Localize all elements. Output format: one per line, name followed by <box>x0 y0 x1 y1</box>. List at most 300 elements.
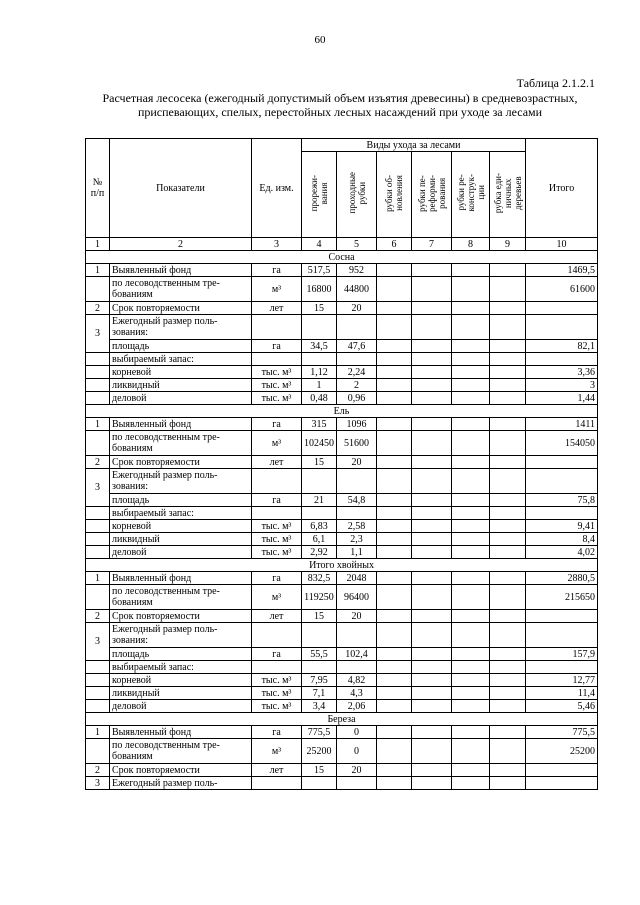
row-number <box>86 520 110 533</box>
row-total: 61600 <box>526 277 598 302</box>
row-value <box>377 623 412 648</box>
section-header-row <box>86 251 598 264</box>
row-value <box>452 661 490 674</box>
row-value <box>412 520 452 533</box>
header-unit: Ед. изм. <box>252 139 302 238</box>
row-value <box>412 469 452 494</box>
row-value <box>490 302 526 315</box>
section-title: Ель <box>86 405 598 418</box>
row-total: 3 <box>526 379 598 392</box>
col-number: 4 <box>302 238 337 251</box>
row-indicator: Срок повторяемости <box>110 610 252 623</box>
row-value <box>337 315 377 340</box>
row-indicator: площадь <box>110 648 252 661</box>
row-number: 1 <box>86 418 110 431</box>
row-value <box>412 264 452 277</box>
row-total <box>526 507 598 520</box>
table-row <box>86 687 598 700</box>
row-value <box>452 469 490 494</box>
table-row <box>86 739 598 764</box>
row-number <box>86 585 110 610</box>
row-value: 2,3 <box>337 533 377 546</box>
table-row <box>86 610 598 623</box>
row-indicator: площадь <box>110 494 252 507</box>
table-row <box>86 585 598 610</box>
row-total: 12,77 <box>526 674 598 687</box>
row-indicator: выбираемый запас: <box>110 507 252 520</box>
row-value <box>490 585 526 610</box>
row-value <box>412 726 452 739</box>
row-value <box>337 661 377 674</box>
row-value <box>412 533 452 546</box>
row-total: 9,41 <box>526 520 598 533</box>
row-value <box>452 610 490 623</box>
row-value <box>490 687 526 700</box>
row-value <box>377 661 412 674</box>
row-value: 7,95 <box>302 674 337 687</box>
row-value <box>490 572 526 585</box>
row-value: 775,5 <box>302 726 337 739</box>
row-value <box>452 340 490 353</box>
row-total: 3,36 <box>526 366 598 379</box>
row-value <box>302 777 337 790</box>
row-indicator: ликвидный <box>110 533 252 546</box>
row-value: 15 <box>302 456 337 469</box>
row-number <box>86 431 110 456</box>
row-total <box>526 661 598 674</box>
row-total: 1469,5 <box>526 264 598 277</box>
row-indicator: Ежегодный размер поль-зования: <box>110 469 252 494</box>
row-unit: м³ <box>252 431 302 456</box>
row-value <box>302 315 337 340</box>
row-value <box>337 507 377 520</box>
row-value <box>412 494 452 507</box>
row-unit: лет <box>252 302 302 315</box>
row-value: 0 <box>337 739 377 764</box>
row-value: 1 <box>302 379 337 392</box>
header-type: прорежи- вания <box>309 174 329 212</box>
row-value <box>337 777 377 790</box>
row-value <box>337 353 377 366</box>
row-total: 8,4 <box>526 533 598 546</box>
row-value <box>490 366 526 379</box>
table-row <box>86 392 598 405</box>
row-value <box>377 610 412 623</box>
header-care-types: Виды ухода за лесами <box>302 139 526 152</box>
row-total: 1411 <box>526 418 598 431</box>
row-total <box>526 623 598 648</box>
row-indicator: выбираемый запас: <box>110 661 252 674</box>
row-value <box>377 739 412 764</box>
row-value <box>452 623 490 648</box>
row-value <box>490 726 526 739</box>
row-total <box>526 777 598 790</box>
row-number <box>86 379 110 392</box>
row-value <box>377 726 412 739</box>
table-row <box>86 418 598 431</box>
row-value <box>490 264 526 277</box>
row-value <box>452 726 490 739</box>
row-indicator: ликвидный <box>110 687 252 700</box>
row-value: 315 <box>302 418 337 431</box>
row-value <box>377 392 412 405</box>
row-indicator: выбираемый запас: <box>110 353 252 366</box>
row-value <box>490 777 526 790</box>
row-number: 1 <box>86 264 110 277</box>
row-number <box>86 739 110 764</box>
row-number: 3 <box>86 623 110 661</box>
header-total: Итого <box>526 139 598 238</box>
table-row <box>86 674 598 687</box>
row-value: 2048 <box>337 572 377 585</box>
row-unit <box>252 469 302 494</box>
col-number: 3 <box>252 238 302 251</box>
row-value <box>412 546 452 559</box>
row-value <box>412 687 452 700</box>
row-total: 775,5 <box>526 726 598 739</box>
row-value <box>490 610 526 623</box>
table-row <box>86 572 598 585</box>
row-unit: лет <box>252 764 302 777</box>
row-value <box>337 623 377 648</box>
row-value <box>490 340 526 353</box>
row-value: 15 <box>302 610 337 623</box>
row-unit: тыс. м³ <box>252 392 302 405</box>
row-value: 0,96 <box>337 392 377 405</box>
row-value <box>490 507 526 520</box>
row-value <box>452 585 490 610</box>
row-value <box>412 315 452 340</box>
row-value <box>452 520 490 533</box>
row-value <box>302 469 337 494</box>
row-value: 20 <box>337 610 377 623</box>
table-caption: Расчетная лесосека (ежегодный допустимый объем изъятия древесины) в средневозрастных, приспевающих, спелых, перестойных лесных насаждений при уходе за лесами <box>102 91 578 119</box>
table-row <box>86 315 598 340</box>
row-indicator: Выявленный фонд <box>110 418 252 431</box>
row-value <box>412 340 452 353</box>
row-value <box>412 674 452 687</box>
row-unit: га <box>252 264 302 277</box>
row-value <box>377 379 412 392</box>
header-type: рубка еди- ничных деревьев <box>492 172 523 214</box>
table-row <box>86 726 598 739</box>
row-value <box>490 494 526 507</box>
row-value <box>452 379 490 392</box>
row-value <box>377 456 412 469</box>
row-value <box>412 661 452 674</box>
row-value <box>452 739 490 764</box>
row-value <box>412 379 452 392</box>
table-row <box>86 700 598 713</box>
row-value: 2,06 <box>337 700 377 713</box>
row-indicator: Ежегодный размер поль- <box>110 777 252 790</box>
row-value: 0,48 <box>302 392 337 405</box>
row-total: 215650 <box>526 585 598 610</box>
row-value <box>377 302 412 315</box>
row-total <box>526 315 598 340</box>
row-value: 0 <box>337 726 377 739</box>
row-unit: тыс. м³ <box>252 366 302 379</box>
row-number <box>86 687 110 700</box>
row-unit: тыс. м³ <box>252 520 302 533</box>
row-value <box>302 661 337 674</box>
row-value <box>412 764 452 777</box>
row-indicator: по лесоводственным тре-бованиям <box>110 585 252 610</box>
row-value <box>377 418 412 431</box>
row-value <box>377 674 412 687</box>
table-row <box>86 777 598 790</box>
row-unit <box>252 661 302 674</box>
row-value: 1,12 <box>302 366 337 379</box>
row-value <box>377 520 412 533</box>
row-value <box>452 418 490 431</box>
row-value: 102,4 <box>337 648 377 661</box>
row-value: 517,5 <box>302 264 337 277</box>
row-value <box>412 700 452 713</box>
row-indicator: корневой <box>110 674 252 687</box>
row-number: 3 <box>86 315 110 353</box>
row-value <box>490 353 526 366</box>
row-value: 34,5 <box>302 340 337 353</box>
row-indicator: деловой <box>110 392 252 405</box>
row-total: 1,44 <box>526 392 598 405</box>
row-value <box>377 507 412 520</box>
row-value <box>412 366 452 379</box>
header-indicator: Показатели <box>110 139 252 238</box>
column-number-row <box>86 238 598 251</box>
row-unit <box>252 315 302 340</box>
table-row <box>86 277 598 302</box>
row-value <box>377 546 412 559</box>
row-value: 2,92 <box>302 546 337 559</box>
row-indicator: Выявленный фонд <box>110 572 252 585</box>
row-indicator: по лесоводственным тре-бованиям <box>110 431 252 456</box>
row-value <box>377 340 412 353</box>
row-number <box>86 533 110 546</box>
row-value <box>337 469 377 494</box>
section-title: Сосна <box>86 251 598 264</box>
row-value: 2 <box>337 379 377 392</box>
row-value: 20 <box>337 764 377 777</box>
row-value: 20 <box>337 456 377 469</box>
row-value <box>302 507 337 520</box>
row-value <box>377 315 412 340</box>
row-value: 119250 <box>302 585 337 610</box>
row-value <box>490 764 526 777</box>
row-number: 2 <box>86 302 110 315</box>
table-row <box>86 340 598 353</box>
row-unit: тыс. м³ <box>252 687 302 700</box>
row-value <box>452 777 490 790</box>
row-number: 2 <box>86 456 110 469</box>
row-total: 11,4 <box>526 687 598 700</box>
row-number: 3 <box>86 469 110 507</box>
row-value <box>452 264 490 277</box>
logging-table <box>85 138 598 790</box>
row-number: 2 <box>86 764 110 777</box>
row-value <box>302 623 337 648</box>
row-value: 102450 <box>302 431 337 456</box>
row-unit: га <box>252 572 302 585</box>
row-value <box>490 418 526 431</box>
row-value <box>412 418 452 431</box>
row-indicator: Ежегодный размер поль-зования: <box>110 623 252 648</box>
row-number <box>86 674 110 687</box>
row-number <box>86 546 110 559</box>
row-value <box>490 456 526 469</box>
row-value <box>490 623 526 648</box>
row-number: 1 <box>86 726 110 739</box>
section-title: Итого хвойных <box>86 559 598 572</box>
row-value <box>377 585 412 610</box>
row-value: 1,1 <box>337 546 377 559</box>
row-total <box>526 302 598 315</box>
row-unit: тыс. м³ <box>252 379 302 392</box>
row-value <box>452 546 490 559</box>
row-total: 154050 <box>526 431 598 456</box>
table-row <box>86 469 598 494</box>
row-value: 2,24 <box>337 366 377 379</box>
row-value: 4,3 <box>337 687 377 700</box>
row-unit <box>252 623 302 648</box>
row-number <box>86 366 110 379</box>
row-value <box>377 777 412 790</box>
row-value: 16800 <box>302 277 337 302</box>
row-value <box>412 572 452 585</box>
row-unit: лет <box>252 456 302 469</box>
row-value <box>452 366 490 379</box>
table-row <box>86 366 598 379</box>
row-value: 2,58 <box>337 520 377 533</box>
row-value <box>377 366 412 379</box>
table-row <box>86 764 598 777</box>
row-value: 6,83 <box>302 520 337 533</box>
row-value <box>490 661 526 674</box>
row-indicator: деловой <box>110 546 252 559</box>
row-value: 15 <box>302 764 337 777</box>
row-value <box>412 392 452 405</box>
section-title: Береза <box>86 713 598 726</box>
row-indicator: Срок повторяемости <box>110 456 252 469</box>
row-value <box>490 648 526 661</box>
header-type: проходные рубки <box>346 172 367 214</box>
col-number: 6 <box>377 238 412 251</box>
row-value <box>412 353 452 366</box>
row-value <box>452 533 490 546</box>
row-number <box>86 353 110 366</box>
col-number: 7 <box>412 238 452 251</box>
section-header-row <box>86 405 598 418</box>
col-number: 9 <box>490 238 526 251</box>
row-value <box>452 687 490 700</box>
col-number: 1 <box>86 238 110 251</box>
row-value <box>377 431 412 456</box>
row-value <box>412 507 452 520</box>
row-total <box>526 764 598 777</box>
section-header-row <box>86 713 598 726</box>
row-value <box>377 264 412 277</box>
row-total <box>526 610 598 623</box>
row-unit <box>252 507 302 520</box>
row-indicator: деловой <box>110 700 252 713</box>
header-type: рубки пе- реформи- рования <box>416 174 447 212</box>
row-total: 157,9 <box>526 648 598 661</box>
row-unit: тыс. м³ <box>252 546 302 559</box>
row-indicator: Срок повторяемости <box>110 302 252 315</box>
header-type: рубки ре- конструк- ции <box>455 174 486 212</box>
row-unit: га <box>252 648 302 661</box>
row-total: 25200 <box>526 739 598 764</box>
table-row <box>86 648 598 661</box>
row-unit: лет <box>252 610 302 623</box>
row-value <box>377 764 412 777</box>
row-value <box>412 648 452 661</box>
row-total: 5,46 <box>526 700 598 713</box>
row-unit <box>252 353 302 366</box>
row-number <box>86 507 110 520</box>
row-value <box>412 610 452 623</box>
table-body <box>86 139 598 790</box>
row-indicator: корневой <box>110 520 252 533</box>
table-row <box>86 623 598 648</box>
row-indicator: по лесоводственным тре-бованиям <box>110 277 252 302</box>
row-value: 6,1 <box>302 533 337 546</box>
col-number: 5 <box>337 238 377 251</box>
col-number: 2 <box>110 238 252 251</box>
table-row <box>86 264 598 277</box>
row-value <box>490 379 526 392</box>
table-row <box>86 507 598 520</box>
row-unit: га <box>252 494 302 507</box>
row-indicator: по лесоводственным тре-бованиям <box>110 739 252 764</box>
row-value <box>377 533 412 546</box>
row-indicator: Выявленный фонд <box>110 264 252 277</box>
row-number <box>86 392 110 405</box>
row-value <box>377 700 412 713</box>
row-number: 3 <box>86 777 110 790</box>
row-value <box>377 277 412 302</box>
row-value: 1096 <box>337 418 377 431</box>
row-value <box>490 674 526 687</box>
row-indicator: площадь <box>110 340 252 353</box>
row-value: 55,5 <box>302 648 337 661</box>
row-unit: м³ <box>252 739 302 764</box>
row-value <box>490 700 526 713</box>
row-value <box>452 315 490 340</box>
row-indicator: Срок повторяемости <box>110 764 252 777</box>
row-value: 21 <box>302 494 337 507</box>
row-value <box>452 700 490 713</box>
row-value <box>490 392 526 405</box>
row-value <box>452 572 490 585</box>
row-value <box>490 315 526 340</box>
row-value <box>377 469 412 494</box>
row-number <box>86 277 110 302</box>
row-value: 20 <box>337 302 377 315</box>
row-indicator: Ежегодный размер поль-зования: <box>110 315 252 340</box>
row-value: 952 <box>337 264 377 277</box>
table-row <box>86 661 598 674</box>
row-value <box>412 739 452 764</box>
row-unit <box>252 777 302 790</box>
row-total: 75,8 <box>526 494 598 507</box>
table-row <box>86 546 598 559</box>
table-row <box>86 431 598 456</box>
row-value <box>452 456 490 469</box>
table-number: Таблица 2.1.2.1 <box>516 76 595 90</box>
row-number <box>86 661 110 674</box>
row-total <box>526 469 598 494</box>
